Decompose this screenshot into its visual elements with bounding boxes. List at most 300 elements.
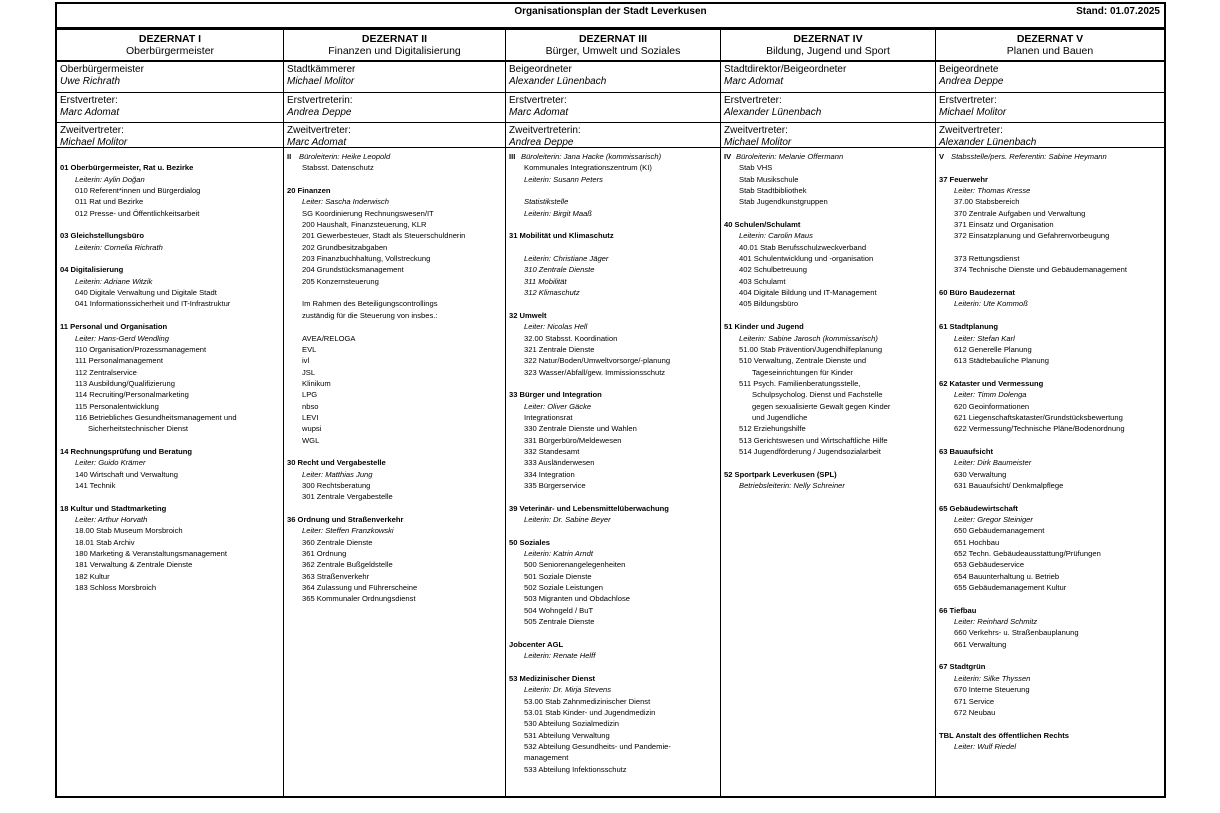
list-item: 405 Bildungsbüro — [739, 299, 799, 309]
list-item: 655 Gebäudemanagement Kultur — [954, 583, 1067, 593]
list-item: 116 Betriebliches Gesundheitsmanagement und — [75, 412, 237, 422]
office-head-line — [509, 151, 720, 162]
first-deputy-role: Erstvertreter: — [939, 95, 997, 106]
list-item: 513 Gerichtswesen und Wirtschaftliche Hilfe — [739, 435, 888, 445]
spacer — [60, 151, 283, 162]
second-deputy-block — [506, 123, 720, 148]
list-item: wupsi — [302, 424, 322, 434]
department-heading: Jobcenter AGL — [509, 639, 564, 649]
department-heading: 52 Sportpark Leverkusen (SPL) — [724, 469, 837, 479]
spacer — [287, 503, 505, 514]
second-deputy-block — [57, 123, 283, 148]
list-item: Statistikstelle — [524, 197, 569, 207]
department-heading: 01 Oberbürgermeister, Rat u. Bezirke — [60, 163, 194, 173]
list-item: 321 Zentrale Dienste — [524, 344, 595, 354]
department-heading: 62 Kataster und Vermessung — [939, 378, 1044, 388]
list-item: 371 Einsatz und Organisation — [954, 220, 1054, 230]
dezernat-columns — [57, 30, 1164, 796]
list-item: 372 Einsatzplanung und Gefahrenvorbeugung — [954, 231, 1110, 241]
department-heading: 65 Gebäudewirtschaft — [939, 503, 1018, 513]
list-item: 110 Organisation/Prozessmanagement — [75, 344, 207, 354]
list-item: 012 Presse- und Öffentlichkeitsarbeit — [75, 208, 200, 218]
list-item: Stab Stadtbibliothek — [739, 186, 807, 196]
second-deputy-role: Zweitvertreter: — [939, 125, 1003, 136]
list-item: Leiter: Sascha Inderwisch — [302, 197, 389, 207]
dezernat-column — [936, 30, 1164, 796]
dezernat-number: DEZERNAT IV — [793, 33, 863, 45]
first-deputy-role: Erstvertreterin: — [287, 95, 353, 106]
list-item: Leiterin: Susann Peters — [524, 174, 603, 184]
department-list — [284, 148, 505, 605]
list-item: Leiter: Reinhard Schmitz — [954, 617, 1038, 627]
spacer — [60, 310, 283, 321]
list-item: 630 Verwaltung — [954, 469, 1007, 479]
list-item: 111 Personalmanagement — [75, 356, 163, 366]
list-item: Leiter: Steffen Franzkowski — [302, 526, 394, 536]
list-item: Leiterin: Silke Thyssen — [954, 673, 1031, 683]
list-item: 201 Gewerbesteuer, Stadt als Steuerschuldnerin — [302, 231, 466, 241]
list-item: Leiter: Wulf Riedel — [954, 741, 1017, 751]
list-item: Leiterin: Cornelia Richrath — [75, 242, 163, 252]
head-person-name: Alexander Lünenbach — [509, 76, 607, 87]
list-item: 374 Technische Dienste und Gebäudemanagement — [954, 265, 1127, 275]
department-heading: 32 Umwelt — [509, 310, 547, 320]
list-item: ivl — [302, 356, 310, 366]
spacer — [509, 298, 720, 309]
office-head-line — [724, 151, 935, 162]
list-item: 504 Wohngeld / BuT — [524, 605, 594, 615]
list-item: SG Koordinierung Rechnungswesen/IT — [302, 208, 434, 218]
list-item: EVL — [302, 344, 317, 354]
list-item: 361 Ordnung — [302, 549, 347, 559]
list-item: 332 Standesamt — [524, 446, 580, 456]
list-item: Leiterin: Katrin Arndt — [524, 549, 593, 559]
first-deputy-name: Alexander Lünenbach — [724, 107, 822, 118]
list-item: 670 Interne Steuerung — [954, 685, 1030, 695]
list-item: Schulpsycholog. Dienst und Fachstelle — [752, 390, 883, 400]
department-heading: 11 Personal und Organisation — [60, 322, 168, 332]
list-item: 53.00 Stab Zahnmedizinischer Dienst — [524, 696, 651, 706]
spacer — [60, 219, 283, 230]
list-item: Stabsst. Datenschutz — [302, 163, 374, 173]
office-head-line — [939, 151, 1164, 162]
list-item: 652 Techn. Gebäudeausstattung/Prüfungen — [954, 549, 1101, 559]
head-person-name: Michael Molitor — [287, 76, 355, 87]
list-item: management — [524, 753, 569, 763]
spacer — [939, 593, 1164, 604]
department-heading: 33 Bürger und Integration — [509, 390, 602, 400]
list-item: 360 Zentrale Dienste — [302, 537, 373, 547]
head-person-role: Beigeordnete — [939, 64, 999, 75]
dezernat-header — [721, 30, 935, 62]
list-item: Integrationsrat — [524, 412, 573, 422]
list-item: LPG — [302, 390, 318, 400]
list-item: Leiter: Hans-Gerd Wendling — [75, 333, 169, 343]
dezernat-header — [936, 30, 1164, 62]
head-person-block — [936, 62, 1164, 93]
list-item: Leiterin: Sabine Jarosch (kommissarisch) — [739, 333, 878, 343]
spacer — [509, 661, 720, 672]
dezernat-header — [506, 30, 720, 62]
spacer — [939, 367, 1164, 378]
list-item: Im Rahmen des Beteiligungscontrollings — [302, 299, 438, 309]
list-item: 362 Zentrale Bußgeldstelle — [302, 560, 393, 570]
department-heading: 31 Mobilität und Klimaschutz — [509, 231, 614, 241]
department-heading: 40 Schulen/Schulamt — [724, 220, 801, 230]
dezernat-column — [57, 30, 284, 796]
list-item: 512 Erziehungshilfe — [739, 424, 806, 434]
list-item: 203 Finanzbuchhaltung, Vollstreckung — [302, 254, 431, 264]
list-item: Leiter: Gregor Steiniger — [954, 515, 1033, 524]
department-heading: 18 Kultur und Stadtmarketing — [60, 503, 167, 513]
dezernat-column — [284, 30, 506, 796]
title-bar — [57, 4, 1164, 30]
spacer — [287, 174, 505, 185]
second-deputy-name: Alexander Lünenbach — [939, 137, 1037, 148]
spacer — [939, 162, 1164, 173]
list-item: 010 Referent*innen und Bürgerdialog — [75, 186, 201, 196]
head-person-role: Oberbürgermeister — [60, 64, 144, 75]
list-item: nbso — [302, 401, 319, 411]
second-deputy-name: Andrea Deppe — [509, 137, 574, 148]
list-item: 365 Kommunaler Ordnungsdienst — [302, 594, 416, 604]
dezernat-name: Finanzen und Digitalisierung — [328, 45, 461, 57]
stand-date: Stand: 01.07.2025 — [1076, 6, 1160, 17]
list-item: 011 Rat und Bezirke — [75, 197, 144, 207]
list-item: 532 Abteilung Gesundheits- und Pandemie- — [524, 741, 671, 751]
list-item: Kommunales Integrationszentrum (KI) — [524, 163, 652, 173]
list-item: 140 Wirtschaft und Verwaltung — [75, 469, 178, 479]
list-item: 364 Zulassung und Führerscheine — [302, 583, 418, 593]
second-deputy-role: Zweitvertreter: — [724, 125, 788, 136]
dezernat-name: Bildung, Jugend und Sport — [766, 45, 890, 57]
dezernat-tag: IV — [724, 152, 732, 161]
spacer — [509, 627, 720, 638]
org-chart-sheet — [55, 2, 1166, 798]
second-deputy-block — [936, 123, 1164, 148]
list-item: Leiterin: Dr. Mirja Stevens — [524, 685, 612, 695]
spacer — [939, 242, 1164, 253]
second-deputy-role: Zweitvertreter: — [60, 125, 124, 136]
department-heading: 50 Soziales — [509, 537, 550, 547]
list-item: Leiter: Dirk Baumeister — [954, 458, 1032, 468]
spacer — [939, 310, 1164, 321]
spacer — [724, 208, 935, 219]
dezernat-number: DEZERNAT V — [1016, 33, 1084, 45]
department-heading: 04 Digitalisierung — [60, 265, 124, 275]
list-item: 183 Schloss Morsbroich — [75, 583, 157, 593]
head-person-block — [506, 62, 720, 93]
office-head-line — [287, 151, 505, 162]
dezernat-header — [57, 30, 283, 62]
first-deputy-name: Michael Molitor — [939, 107, 1007, 118]
list-item: 660 Verkehrs- u. Straßenbauplanung — [954, 628, 1079, 638]
list-item: Klinikum — [302, 378, 331, 388]
spacer — [287, 446, 505, 457]
list-item: 500 Seniorenangelegenheiten — [524, 560, 626, 570]
spacer — [724, 457, 935, 468]
spacer — [60, 253, 283, 264]
list-item: zuständig für die Steuerung von insbes.: — [302, 310, 438, 320]
second-deputy-name: Marc Adomat — [287, 137, 347, 148]
list-item: Leiter: Arthur Horvath — [75, 515, 148, 524]
spacer — [939, 276, 1164, 287]
list-item: 373 Rettungsdienst — [954, 254, 1020, 264]
head-person-name: Marc Adomat — [724, 76, 784, 87]
list-item: Leiterin: Dr. Sabine Beyer — [524, 515, 611, 524]
list-item: 501 Soziale Dienste — [524, 571, 592, 581]
list-item: 672 Neubau — [954, 707, 996, 717]
spacer — [287, 321, 505, 332]
department-heading: 66 Tiefbau — [939, 605, 977, 615]
department-heading: 51 Kinder und Jugend — [724, 322, 804, 332]
list-item: 141 Technik — [75, 480, 116, 490]
list-item: 631 Bauaufsicht/ Denkmalpflege — [954, 480, 1064, 490]
list-item: 310 Zentrale Dienste — [524, 265, 595, 275]
head-person-block — [721, 62, 935, 93]
list-item: 530 Abteilung Sozialmedizin — [524, 719, 619, 729]
dezernat-number: DEZERNAT I — [138, 33, 202, 45]
list-item: 612 Generelle Planung — [954, 344, 1032, 354]
head-person-role: Stadtdirektor/Beigeordneter — [724, 64, 847, 75]
document-title: Organisationsplan der Stadt Leverkusen — [514, 6, 707, 17]
first-deputy-block — [721, 93, 935, 123]
head-person-block — [57, 62, 283, 93]
list-item: 040 Digitale Verwaltung und Digitale Stadt — [75, 288, 217, 298]
list-item: 334 Integration — [524, 469, 575, 479]
list-item: 18.01 Stab Archiv — [75, 537, 135, 547]
head-person-role: Stadtkämmerer — [287, 64, 356, 75]
list-item: 204 Grundstücksmanagement — [302, 265, 404, 275]
spacer — [509, 491, 720, 502]
first-deputy-name: Marc Adomat — [60, 107, 120, 118]
list-item: 115 Personalentwicklung — [75, 401, 159, 411]
spacer — [939, 718, 1164, 729]
list-item: 653 Gebäudeservice — [954, 560, 1025, 570]
first-deputy-block — [57, 93, 283, 123]
dezernat-tag: II — [287, 152, 292, 161]
office-head-text: Büroleiterin: Heike Leopold — [299, 152, 391, 161]
head-person-name: Andrea Deppe — [939, 76, 1004, 87]
list-item: JSL — [302, 367, 316, 377]
list-item: Stab VHS — [739, 163, 773, 173]
list-item: Leiter: Matthias Jung — [302, 469, 373, 479]
spacer — [939, 650, 1164, 661]
head-person-block — [284, 62, 505, 93]
list-item: Stab Jugendkunstgruppen — [739, 197, 828, 207]
list-item: 661 Verwaltung — [954, 639, 1007, 649]
list-item: 505 Zentrale Dienste — [524, 617, 595, 627]
spacer — [60, 491, 283, 502]
list-item: WGL — [302, 435, 320, 445]
department-heading: 60 Büro Baudezernat — [939, 288, 1015, 298]
dezernat-tag: III — [509, 152, 516, 161]
department-list — [721, 148, 935, 491]
second-deputy-role: Zweitvertreterin: — [509, 125, 581, 136]
dezernat-name: Bürger, Umwelt und Soziales — [545, 45, 681, 57]
list-item: 650 Gebäudemanagement — [954, 526, 1045, 536]
department-heading: 30 Recht und Vergabestelle — [287, 458, 386, 468]
head-person-name: Uwe Richrath — [60, 76, 121, 87]
list-item: Leiter: Timm Dolenga — [954, 390, 1027, 400]
list-item: 37.00 Stabsbereich — [954, 197, 1020, 207]
spacer — [724, 310, 935, 321]
dezernat-number: DEZERNAT III — [578, 33, 648, 45]
spacer — [509, 185, 720, 196]
list-item: Leiter: Thomas Kresse — [954, 186, 1031, 196]
department-heading: 67 Stadtgrün — [939, 662, 986, 672]
list-item: 200 Haushalt, Finanzsteuerung, KLR — [302, 220, 427, 230]
dezernat-column — [506, 30, 721, 796]
list-item: 331 Bürgerbüro/Meldewesen — [524, 435, 622, 445]
list-item: 370 Zentrale Aufgaben und Verwaltung — [954, 208, 1086, 218]
list-item: 180 Marketing & Veranstaltungsmanagement — [75, 549, 227, 559]
department-list — [936, 148, 1164, 752]
department-heading: 14 Rechnungsprüfung und Beratung — [60, 446, 193, 456]
list-item: 333 Ausländerwesen — [524, 458, 595, 468]
department-heading: 36 Ordnung und Straßenverkehr — [287, 515, 404, 524]
dezernat-tag: V — [939, 152, 945, 161]
list-item: 323 Wasser/Abfall/gew. Immissionsschutz — [524, 367, 666, 377]
list-item: 335 Bürgerservice — [524, 480, 586, 490]
list-item: und Jugendliche — [752, 412, 808, 422]
first-deputy-block — [936, 93, 1164, 123]
department-heading: 20 Finanzen — [287, 186, 331, 196]
department-heading: 03 Gleichstellungsbüro — [60, 231, 144, 241]
list-item: AVEA/RELOGA — [302, 333, 356, 343]
second-deputy-block — [721, 123, 935, 148]
list-item: Leiterin: Christiane Jäger — [524, 254, 609, 264]
department-heading: TBL Anstalt des öffentlichen Rechts — [939, 730, 1069, 740]
list-item: 531 Abteilung Verwaltung — [524, 730, 610, 740]
second-deputy-name: Michael Molitor — [60, 137, 128, 148]
spacer — [509, 378, 720, 389]
second-deputy-block — [284, 123, 505, 148]
list-item: 53.01 Stab Kinder- und Jugendmedizin — [524, 707, 656, 717]
list-item: 300 Rechtsberatung — [302, 480, 371, 490]
second-deputy-name: Michael Molitor — [724, 137, 792, 148]
list-item: Leiterin: Adriane Witzik — [75, 276, 153, 286]
department-heading: 53 Medizinischer Dienst — [509, 673, 596, 683]
list-item: Leiterin: Renate Helff — [524, 651, 596, 661]
list-item: 322 Natur/Boden/Umweltvorsorge/-planung — [524, 356, 671, 366]
department-list — [506, 148, 720, 775]
list-item: 311 Mobilität — [524, 276, 567, 286]
spacer — [939, 435, 1164, 446]
list-item: Betriebsleiterin: Nelly Schreiner — [739, 480, 845, 490]
list-item: 613 Städtebauliche Planung — [954, 356, 1049, 366]
list-item: Leiter: Oliver Gäcke — [524, 401, 592, 411]
list-item: 402 Schulbetreuung — [739, 265, 807, 275]
list-item: 18.00 Stab Museum Morsbroich — [75, 526, 183, 536]
list-item: gegen sexualisierte Gewalt gegen Kinder — [752, 401, 891, 411]
department-heading: 61 Stadtplanung — [939, 322, 999, 332]
list-item: 511 Psych. Familienberatungsstelle, — [739, 378, 861, 388]
list-item: Leiter: Nicolas Hell — [524, 322, 588, 332]
list-item: 182 Kultur — [75, 571, 110, 581]
list-item: 620 Geoinformationen — [954, 401, 1030, 411]
list-item: 51.00 Stab Prävention/Jugendhilfeplanung — [739, 344, 883, 354]
list-item: 651 Hochbau — [954, 537, 1000, 547]
spacer — [60, 435, 283, 446]
department-heading: 63 Bauaufsicht — [939, 446, 994, 456]
list-item: Leiterin: Ute Kommoß — [954, 299, 1028, 309]
list-item: 205 Konzernsteuerung — [302, 276, 379, 286]
first-deputy-role: Erstvertreter: — [509, 95, 567, 106]
department-heading: 39 Veterinär- und Lebensmittelüberwachung — [509, 503, 669, 513]
list-item: 510 Verwaltung, Zentrale Dienste und — [739, 356, 867, 366]
list-item: Leiter: Guido Krämer — [75, 458, 146, 468]
head-person-role: Beigeordneter — [509, 64, 572, 75]
list-item: 503 Migranten und Obdachlose — [524, 594, 630, 604]
list-item: 671 Service — [954, 696, 995, 706]
office-head-text: Büroleiterin: Jana Hacke (kommissarisch) — [521, 152, 662, 161]
list-item: 403 Schulamt — [739, 276, 786, 286]
spacer — [509, 219, 720, 230]
first-deputy-name: Marc Adomat — [509, 107, 569, 118]
list-item: 622 Vermessung/Technische Pläne/Bodenordnung — [954, 424, 1125, 434]
list-item: 502 Soziale Leistungen — [524, 583, 603, 593]
first-deputy-name: Andrea Deppe — [287, 107, 352, 118]
list-item: 113 Ausbildung/Qualifizierung — [75, 378, 175, 388]
list-item: 533 Abteilung Infektionsschutz — [524, 764, 627, 774]
department-heading: 37 Feuerwehr — [939, 174, 988, 184]
list-item: 404 Digitale Bildung und IT-Management — [739, 288, 877, 298]
list-item: 301 Zentrale Vergabestelle — [302, 492, 393, 502]
list-item: 312 Klimaschutz — [524, 288, 580, 298]
list-item: Leiter: Stefan Karl — [954, 333, 1015, 343]
list-item: Stab Musikschule — [739, 174, 799, 184]
list-item: Leiterin: Carolin Maus — [739, 231, 813, 241]
list-item: Sicherheitstechnischer Dienst — [88, 424, 189, 434]
dezernat-name: Oberbürgermeister — [125, 45, 215, 57]
list-item: 40.01 Stab Berufsschulzweckverband — [739, 242, 867, 252]
list-item: 363 Straßenverkehr — [302, 571, 370, 581]
spacer — [509, 242, 720, 253]
first-deputy-role: Erstvertreter: — [724, 95, 782, 106]
dezernat-header — [284, 30, 505, 62]
list-item: 654 Bauunterhaltung u. Betrieb — [954, 571, 1060, 581]
spacer — [287, 287, 505, 298]
list-item: 32.00 Stabsst. Koordination — [524, 333, 618, 343]
list-item: 330 Zentrale Dienste und Wahlen — [524, 424, 637, 434]
department-list — [57, 148, 283, 593]
first-deputy-block — [284, 93, 505, 123]
list-item: Leiterin: Aylin Doğan — [75, 174, 145, 184]
office-head-text: Büroleiterin: Melanie Offermann — [736, 152, 844, 161]
list-item: 112 Zentralservice — [75, 367, 137, 377]
list-item: 181 Verwaltung & Zentrale Dienste — [75, 560, 193, 570]
list-item: 514 Jugendförderung / Jugendsozialarbeit — [739, 446, 881, 456]
second-deputy-role: Zweitvertreter: — [287, 125, 351, 136]
list-item: Tageseinrichtungen für Kinder — [752, 367, 853, 377]
list-item: 202 Grundbesitzabgaben — [302, 242, 388, 252]
list-item: 041 Informationssicherheit und IT-Infrastruktur — [75, 299, 231, 309]
list-item: 401 Schulentwicklung und -organisation — [739, 254, 874, 264]
dezernat-number: DEZERNAT II — [361, 33, 428, 45]
spacer — [939, 491, 1164, 502]
spacer — [509, 525, 720, 536]
office-head-text: Stabsstelle/pers. Referentin: Sabine Heymann — [951, 152, 1107, 161]
dezernat-column — [721, 30, 936, 796]
list-item: LEVI — [302, 412, 319, 422]
first-deputy-role: Erstvertreter: — [60, 95, 118, 106]
dezernat-name: Planen und Bauen — [1006, 45, 1094, 57]
list-item: 621 Liegenschaftskataster/Grundstücksbewertung — [954, 412, 1123, 422]
list-item: Leiterin: Birgit Maaß — [524, 208, 592, 218]
first-deputy-block — [506, 93, 720, 123]
list-item: 114 Recruiting/Personalmarketing — [75, 390, 189, 400]
